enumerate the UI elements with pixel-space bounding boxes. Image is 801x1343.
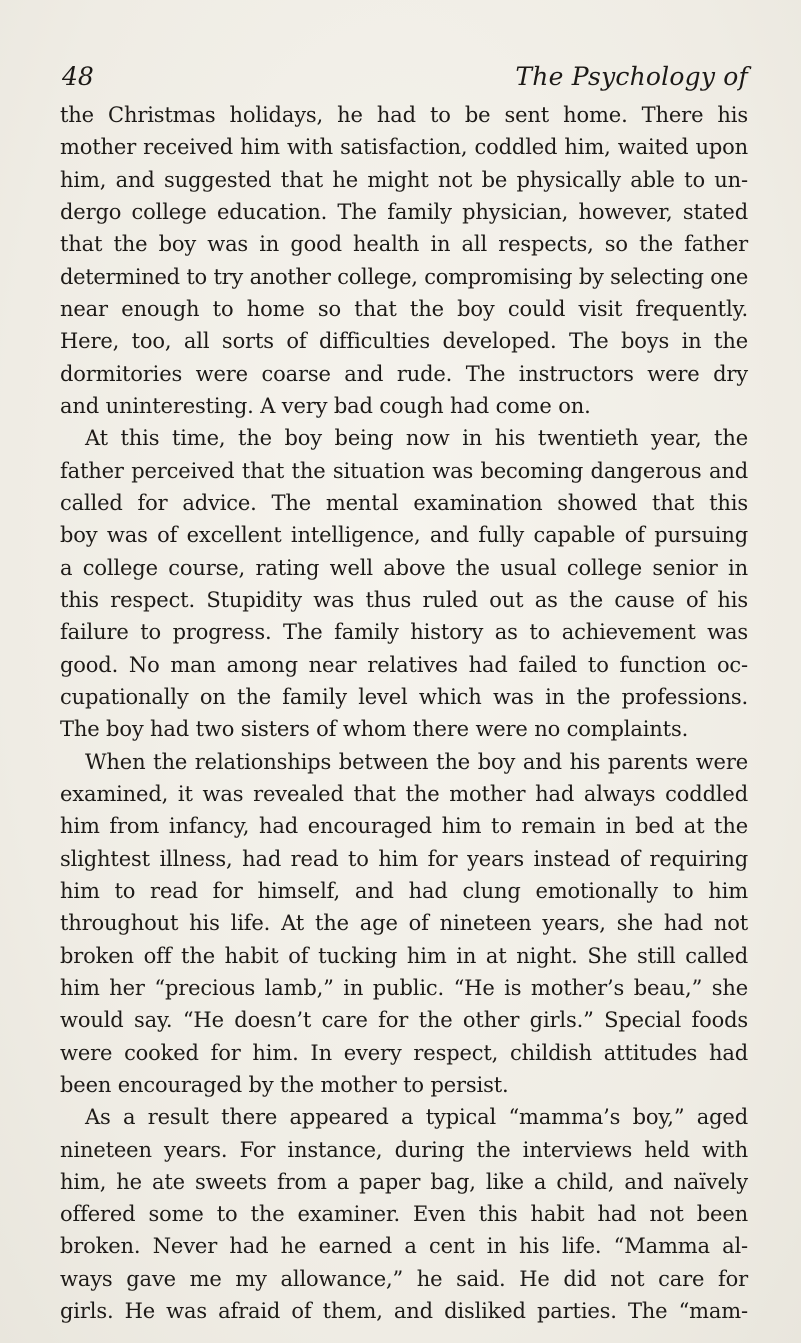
text-line: boy was of excellent intelligence, and fully capable of pursuing (60, 523, 748, 548)
text-line: were cooked for him. In every respect, childish attitudes had (60, 1040, 748, 1065)
text-line: nineteen years. For instance, during the interviews held with (60, 1137, 748, 1162)
text-line: cupationally on the family level which was in the professions. (60, 684, 748, 709)
text-line: father perceived that the situation was becoming dangerous and (60, 458, 748, 483)
text-line: girls. He was afraid of them, and disliked parties. The “mam- (60, 1299, 748, 1324)
text-line: slightest illness, had read to him for years instead of requiring (60, 846, 748, 871)
text-line: Here, too, all sorts of difficulties developed. The boys in the (60, 329, 748, 354)
text-line: him from infancy, had encouraged him to remain in bed at the (60, 814, 748, 839)
text-line: him, he ate sweets from a paper bag, like a child, and naïvely (60, 1169, 748, 1194)
text-line: examined, it was revealed that the mother had always coddled (60, 781, 748, 806)
text-line: mother received him with satisfaction, coddled him, waited upon (60, 135, 748, 160)
text-line: this respect. Stupidity was thus ruled out as the cause of his (60, 587, 748, 612)
text-line: been encouraged by the mother to persist. (60, 1072, 509, 1097)
text-line: When the relationships between the boy and his parents were (85, 749, 748, 774)
text-line: called for advice. The mental examination showed that this (60, 490, 748, 515)
text-line: a college course, rating well above the usual college senior in (60, 555, 748, 580)
text-line: ways gave me my allowance,” he said. He did not care for (60, 1266, 748, 1291)
text-line: offered some to the examiner. Even this habit had not been (60, 1202, 748, 1227)
text-line: the Christmas holidays, he had to be sent home. There his (60, 103, 748, 127)
text-line: The boy had two sisters of whom there were no complaints. (60, 717, 689, 742)
text-line: determined to try another college, compromising by selecting one (60, 264, 748, 289)
text-line: near enough to home so that the boy could visit frequently. (60, 296, 748, 321)
text-line: At this time, the boy being now in his twentieth year, the (85, 426, 748, 451)
text-line: broken. Never had he earned a cent in his life. “Mamma al- (60, 1234, 748, 1259)
text-line: dormitories were coarse and rude. The instructors were dry (60, 361, 748, 386)
text-line: dergo college education. The family physician, however, stated (60, 199, 748, 224)
page-number: 48 (62, 62, 94, 91)
text-line: As a result there appeared a typical “mamma’s boy,” aged (85, 1105, 748, 1130)
text-line: him, and suggested that he might not be physically able to un- (60, 167, 748, 192)
text-line: would say. “He doesn’t care for the other girls.” Special foods (60, 1008, 748, 1033)
text-line: broken off the habit of tucking him in at night. She still called (60, 943, 748, 968)
body-text (60, 99, 748, 1327)
text-line: good. No man among near relatives had failed to function oc- (60, 652, 748, 677)
page-header (60, 62, 748, 102)
text-line: throughout his life. At the age of nineteen years, she had not (60, 911, 748, 936)
text-line: that the boy was in good health in all respects, so the father (60, 232, 748, 257)
text-line: failure to progress. The family history as to achievement was (60, 620, 748, 645)
running-title: The Psychology of (515, 62, 748, 91)
text-line: him her “precious lamb,” in public. “He is mother’s beau,” she (60, 975, 748, 1000)
text-line: him to read for himself, and had clung emotionally to him (60, 878, 748, 903)
text-line: and uninteresting. A very bad cough had come on. (60, 393, 591, 418)
